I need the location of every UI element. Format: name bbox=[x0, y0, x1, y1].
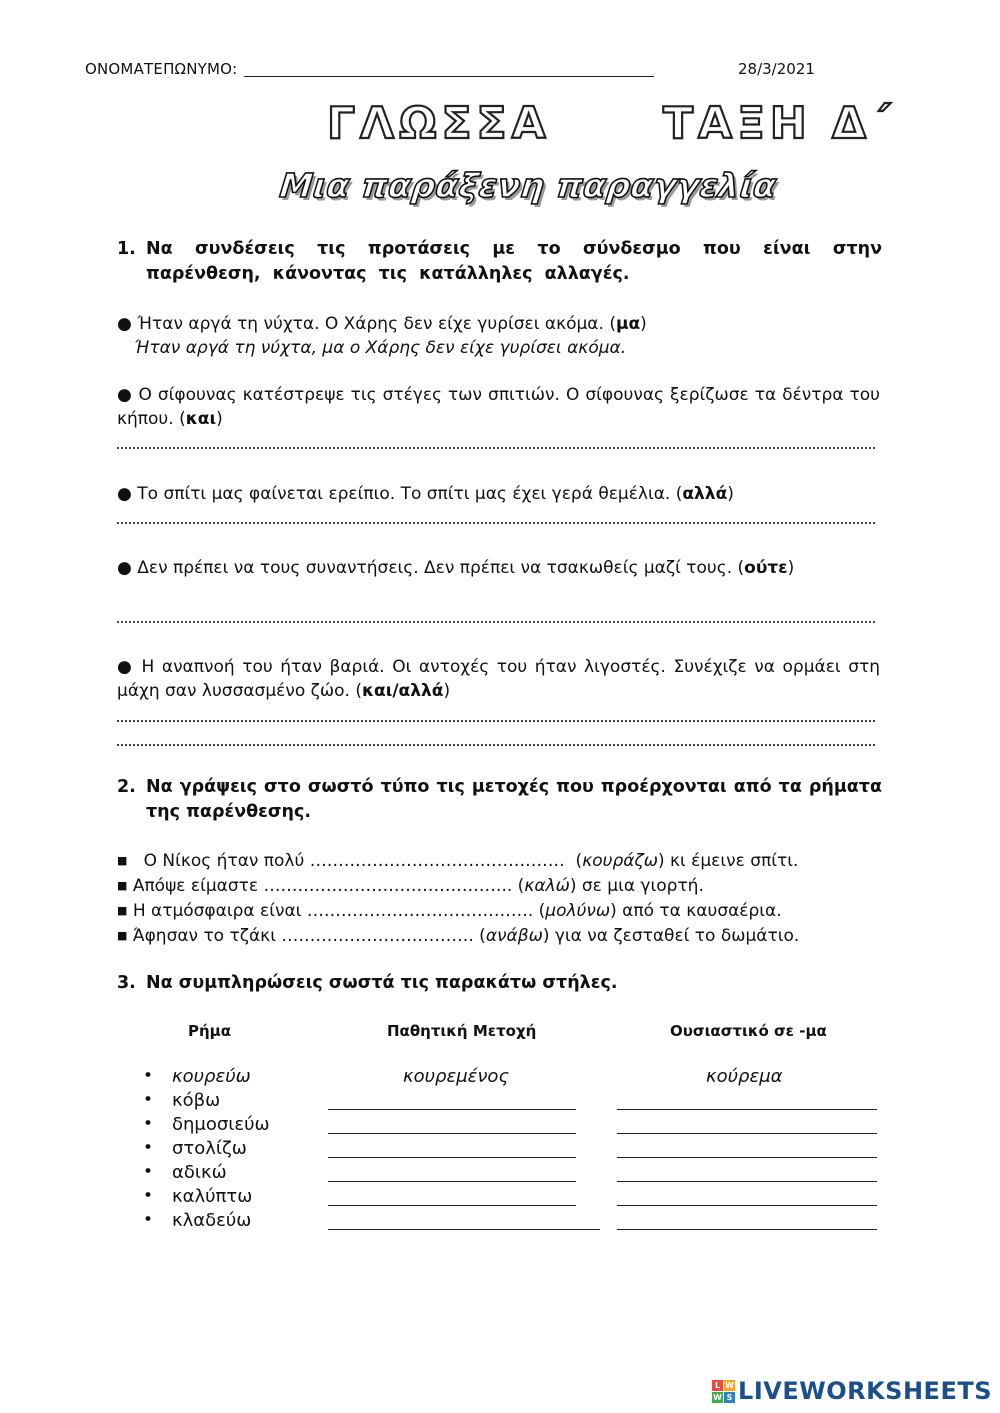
q2-item-3-after: από τα καυσαέρια. bbox=[622, 901, 782, 921]
q1-item-1-conj: μα bbox=[615, 314, 641, 334]
q1-instruction: Να συνδέσεις τις προτάσεις με το σύνδεσμο που είναι στην παρένθεση, κάνοντας τις κατάλληλες αλλαγές. bbox=[146, 239, 882, 284]
verb-row-5: καλύπτω bbox=[172, 1186, 253, 1207]
bullet: • bbox=[143, 1066, 154, 1086]
q2-answer-4[interactable]: ……………………………. bbox=[281, 926, 474, 946]
logo-cube: W bbox=[725, 1380, 734, 1390]
q2-item-4-before: Άφησαν το τζάκι bbox=[132, 926, 276, 946]
q1-item-1-text: Ήταν αργά τη νύχτα. Ο Χάρης δεν είχε γυρίσει ακόμα. ( bbox=[137, 314, 616, 334]
answer-line-q1-5b[interactable] bbox=[117, 734, 875, 746]
bullet: ● bbox=[117, 385, 133, 405]
participle-blank-5[interactable] bbox=[328, 1205, 576, 1206]
bullet: • bbox=[143, 1186, 154, 1206]
bullet: ● bbox=[117, 314, 132, 334]
paren-close: ) bbox=[787, 558, 795, 578]
verb-row-3: στολίζω bbox=[172, 1138, 247, 1159]
q2-answer-2[interactable]: …………………………………….. bbox=[263, 876, 513, 896]
q1-item-5 bbox=[117, 655, 880, 703]
q1-heading bbox=[117, 237, 882, 289]
column-header-verb: Ρήμα bbox=[188, 1022, 232, 1040]
q3-number: 3. bbox=[117, 973, 136, 993]
q2-item-4-after: για να ζεσταθεί το δωμάτιο. bbox=[554, 926, 800, 946]
bullet: • bbox=[143, 1162, 154, 1182]
square-bullet-icon: ■ bbox=[117, 929, 128, 942]
noun-blank-6[interactable] bbox=[617, 1229, 877, 1230]
q2-heading bbox=[117, 775, 882, 827]
noun-blank-2[interactable] bbox=[617, 1133, 877, 1134]
q2-number: 2. bbox=[117, 777, 136, 797]
verb-row-6: κλαδεύω bbox=[172, 1210, 252, 1231]
column-header-noun: Ουσιαστικό σε -μα bbox=[670, 1022, 827, 1040]
paren-close: ) bbox=[443, 681, 451, 701]
square-bullet-icon: ■ bbox=[117, 854, 128, 867]
q1-item-3 bbox=[117, 482, 880, 506]
q1-item-1 bbox=[117, 312, 877, 336]
q2-item-3-before: Η ατμόσφαιρα είναι bbox=[132, 901, 302, 921]
noun-blank-5[interactable] bbox=[617, 1205, 877, 1206]
q2-answer-3[interactable]: …………………………………. bbox=[306, 901, 534, 921]
answer-line-q1-5a[interactable] bbox=[117, 710, 875, 722]
noun-blank-1[interactable] bbox=[617, 1109, 877, 1110]
q2-item-3-verb: μολύνω bbox=[545, 901, 611, 921]
q2-answer-1[interactable]: ……………………………………… bbox=[309, 851, 565, 871]
q2-item-4-verb: ανάβω bbox=[485, 926, 543, 946]
logo-text: LIVEWORKSHEETS bbox=[738, 1377, 992, 1405]
q1-item-3-text: Το σπίτι μας φαίνεται ερείπιο. Το σπίτι μας έχει γερά θεμέλια. ( bbox=[137, 484, 683, 504]
q2-instruction: Να γράψεις στο σωστό τύπο τις μετοχές που προέρχονται από τα ρήματα της παρένθεσης. bbox=[146, 777, 882, 822]
bullet: • bbox=[143, 1138, 154, 1158]
name-label: ΟΝΟΜΑΤΕΠΩΝΥΜΟ: bbox=[85, 60, 238, 78]
verb-row-4: αδικώ bbox=[172, 1162, 227, 1183]
answer-line-q1-3[interactable] bbox=[117, 512, 875, 524]
example-verb: κουρεύω bbox=[172, 1066, 251, 1087]
square-bullet-icon: ■ bbox=[117, 904, 128, 917]
subject-title: ΓΛΩΣΣΑ bbox=[327, 98, 551, 149]
bullet: ● bbox=[117, 657, 134, 677]
verb-row-1: κόβω bbox=[172, 1090, 221, 1111]
bullet: • bbox=[143, 1210, 154, 1230]
participle-blank-4[interactable] bbox=[328, 1181, 576, 1182]
paren-close: ) bbox=[216, 409, 223, 429]
participle-blank-3[interactable] bbox=[328, 1157, 576, 1158]
q1-example-answer: Ήταν αργά τη νύχτα, μα ο Χάρης δεν είχε γυρίσει ακόμα. bbox=[134, 338, 627, 358]
example-participle: κουρεμένος bbox=[403, 1066, 510, 1087]
q2-item-1-after: κι έμεινε σπίτι. bbox=[669, 851, 799, 871]
paren-close: ) bbox=[640, 314, 647, 334]
noun-blank-3[interactable] bbox=[617, 1157, 877, 1158]
q1-item-3-conj: αλλά bbox=[682, 484, 728, 504]
bullet: • bbox=[143, 1114, 154, 1134]
square-bullet-icon: ■ bbox=[117, 879, 128, 892]
example-noun: κούρεμα bbox=[706, 1066, 783, 1087]
name-field-line[interactable] bbox=[244, 76, 654, 77]
logo-cube: L bbox=[712, 1380, 723, 1391]
answer-line-q1-4[interactable] bbox=[117, 611, 875, 623]
q1-number: 1. bbox=[117, 239, 136, 259]
q1-item-4-conj: ούτε bbox=[744, 558, 788, 578]
liveworksheets-logo bbox=[712, 1377, 992, 1405]
answer-line-q1-2[interactable] bbox=[117, 437, 875, 449]
q2-item-1-verb: κουράζω bbox=[582, 851, 658, 871]
q3-instruction: Να συμπληρώσεις σωστά τις παρακάτω στήλες. bbox=[146, 973, 618, 993]
q1-item-4-text: Δεν πρέπει να τους συναντήσεις. Δεν πρέπει να τσακωθείς μαζί τους. ( bbox=[137, 558, 745, 578]
q1-item-2-conj: και bbox=[185, 409, 217, 429]
column-header-participle: Παθητική Μετοχή bbox=[387, 1022, 537, 1040]
date: 28/3/2021 bbox=[738, 60, 815, 78]
q1-item-2 bbox=[117, 383, 880, 431]
logo-cubes-icon bbox=[712, 1380, 735, 1403]
q1-item-5-conj: και/αλλά bbox=[361, 681, 444, 701]
q2-item-1: ■ Ο Νίκος ήταν πολύ ……………………………………… (κουράζω) κι έμεινε σπίτι. bbox=[117, 851, 799, 871]
q2-item-3: ■ Η ατμόσφαιρα είναι …………………………………. (μολύνω) από τα καυσαέρια. bbox=[117, 901, 782, 921]
logo-cube: S bbox=[724, 1392, 735, 1403]
paren-close: ) bbox=[727, 484, 734, 504]
q2-item-4: ■ Άφησαν το τζάκι ……………………………. (ανάβω) για να ζεσταθεί το δωμάτιο. bbox=[117, 926, 800, 946]
class-title: ΤΑΞΗ Δ΄ bbox=[663, 98, 896, 149]
noun-blank-4[interactable] bbox=[617, 1181, 877, 1182]
q1-item-2-text: Ο σίφουνας κατέστρεψε τις στέγες των σπιτιών. Ο σίφουνας ξερίζωσε τα δέντρα του κήπου. ( bbox=[117, 385, 880, 429]
q2-item-2-before: Απόψε είμαστε bbox=[132, 876, 259, 896]
q2-item-2: ■ Απόψε είμαστε …………………………………….. (καλώ) σε μια γιορτή. bbox=[117, 876, 704, 896]
worksheet-subtitle: Μια παράξενη παραγγελία bbox=[277, 166, 779, 205]
q2-item-1-before: Ο Νίκος ήταν πολύ bbox=[143, 851, 305, 871]
bullet: ● bbox=[117, 558, 132, 578]
participle-blank-6[interactable] bbox=[328, 1229, 600, 1230]
participle-blank-2[interactable] bbox=[328, 1133, 576, 1134]
verb-row-2: δημοσιεύω bbox=[172, 1114, 270, 1135]
bullet: • bbox=[143, 1090, 154, 1110]
participle-blank-1[interactable] bbox=[328, 1109, 576, 1110]
bullet: ● bbox=[117, 484, 132, 504]
q2-item-2-verb: καλώ bbox=[524, 876, 570, 896]
q1-item-4 bbox=[117, 556, 880, 580]
q2-item-2-after: σε μια γιορτή. bbox=[581, 876, 704, 896]
q1-item-5-text: Η αναπνοή του ήταν βαριά. Οι αντοχές του ήταν λιγοστές. Συνέχιζε να ορμάει στη μάχη σαν λυσσασμένο ζώο. ( bbox=[117, 657, 880, 701]
logo-cube: W bbox=[713, 1392, 722, 1402]
